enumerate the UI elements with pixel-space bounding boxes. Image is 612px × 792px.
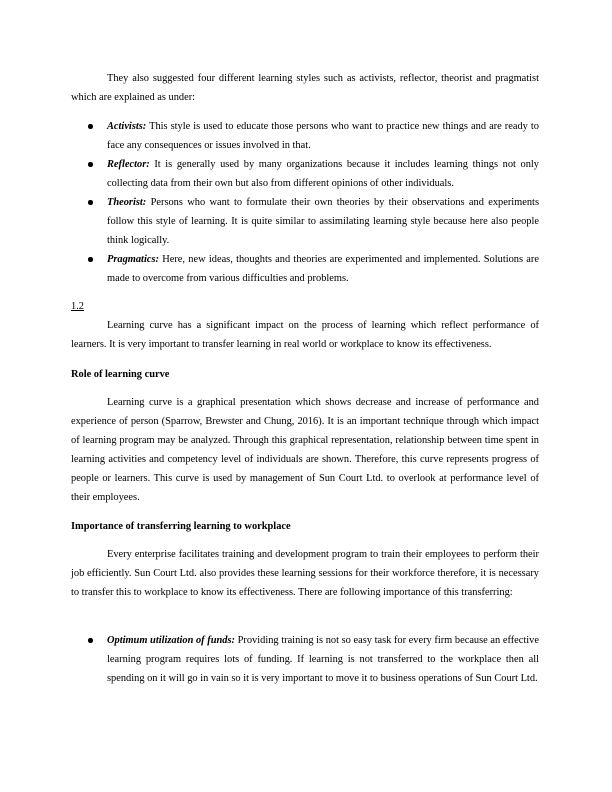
bullet-icon [88, 200, 93, 205]
importance-list [71, 631, 539, 688]
section-intro-paragraph: Learning curve has a significant impact on the process of learning which reflect performance of learners. It is very important to transfer learning in real world or workplace to know its effectiveness. [71, 320, 539, 350]
term-pragmatics: Pragmatics: [107, 254, 159, 265]
role-heading: Role of learning curve [71, 369, 170, 380]
learning-styles-list [71, 117, 539, 288]
intro-paragraph: They also suggested four different learning styles such as activists, reflector, theorist and pragmatist which are explained as under: [71, 73, 539, 103]
role-paragraph: Learning curve is a graphical presentation which shows decrease and increase of performance and experience of person (Sparrow, Brewster and Chung, 2016). It is an important technique through which impact of learning program may be analyzed. Through this graphical representation, relationship between time spent in learning activities and competency level of individuals are shown. Therefore, this curve represents progress of people or learners. This curve is used by management of Sun Court Ltd. to overlook at performance level of their employees. [71, 397, 539, 503]
description-funds: Providing training is not so easy task for every firm because an effective learning program requires lots of funding. If learning is not transferred to the workplace then all spending on it will go in vain so it is very important to move it to business operations of Sun Court Ltd. [107, 635, 539, 684]
term-reflector: Reflector: [107, 159, 150, 170]
term-funds: Optimum utilization of funds: [107, 635, 235, 646]
section-number: 1.2 [71, 301, 84, 312]
description-theorist: Persons who want to formulate their own theories by their observations and experiments follow this style of learning. It is quite similar to assimilating learning style because here also people think logically. [107, 197, 539, 246]
bullet-icon [88, 162, 93, 167]
list-item-activists [71, 117, 539, 155]
term-activists: Activists: [107, 121, 147, 132]
description-reflector: It is generally used by many organizations because it includes learning things not only collecting data from their own but also from different opinions of other individuals. [107, 159, 539, 189]
importance-heading: Importance of transferring learning to workplace [71, 521, 291, 532]
term-theorist: Theorist: [107, 197, 147, 208]
list-item-reflector [71, 155, 539, 193]
list-item-pragmatics [71, 250, 539, 288]
bullet-icon [88, 638, 93, 643]
importance-paragraph: Every enterprise facilitates training and development program to train their employees to perform their job efficiently. Sun Court Ltd. also provides these learning sessions for their workforce therefore, it is necessary to transfer this to workplace to know its effectiveness. There are following importance of this transferring: [71, 549, 539, 598]
bullet-icon [88, 124, 93, 129]
list-item-funds [71, 631, 539, 688]
description-pragmatics: Here, new ideas, thoughts and theories are experimented and implemented. Solutions are made to overcome from various difficulties and problems. [107, 254, 539, 284]
list-item-theorist [71, 193, 539, 250]
description-activists: This style is used to educate those persons who want to practice new things and are ready to face any consequences or issues involved in that. [107, 121, 539, 151]
bullet-icon [88, 257, 93, 262]
